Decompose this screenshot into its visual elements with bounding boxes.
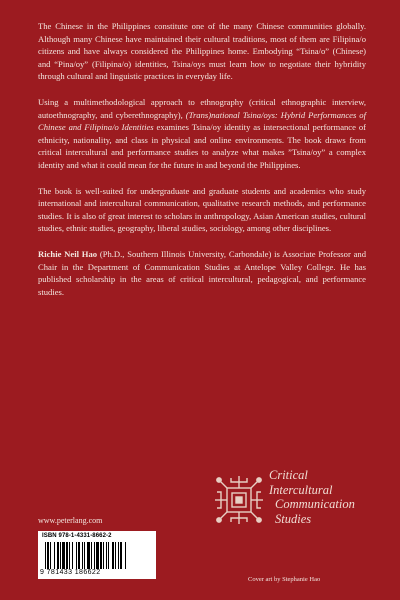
isbn-barcode-box <box>38 531 156 579</box>
author-bio <box>38 248 366 298</box>
back-cover-blurb <box>38 20 366 311</box>
series-title-line-1: Critical <box>269 468 308 482</box>
blurb-paragraph-2 <box>38 96 366 172</box>
publisher-website: www.peterlang.com <box>38 516 103 525</box>
series-emblem-icon <box>211 472 267 528</box>
series-branding <box>211 468 371 548</box>
isbn-label: ISBN 978-1-4331-8662-2 <box>42 533 112 539</box>
author-name: Richie Neil Hao <box>38 248 98 259</box>
barcode-icon <box>44 542 150 569</box>
author-bio-text: (Ph.D., Southern Illinois University, Carbondale) is Associate Professor and Chair in the Department of Communication Studies at Antelope Valley College. He has published scholarship in the areas of critical intercultural, pedagogical, and performance studies. <box>38 248 366 297</box>
blurb-paragraph-3: The book is well-suited for undergraduate and graduate students and academics who study international and intercultural communication, qualitative research methods, and performance studies. It is also of great interest to scholars in anthropology, Asian American studies, cultural studies, ethnic studies, geography, liberal studies, sociology, among other disciplines. <box>38 185 366 234</box>
cover-art-credit: Cover art by Stephanie Hao <box>248 576 321 583</box>
barcode-number: 9 781433 186622 <box>40 569 101 576</box>
blurb-p2-rest: examines Tsina/oy identity as intersectional performance of ethnicity, nationality, and class in physical and online environments. The book draws from critical intercultural and performance studies to analyze what makes ”Tsina/oy” a complex identity and what it could mean for the future in and beyond the Philippines. <box>38 122 366 170</box>
series-title <box>261 468 381 526</box>
series-title-line-3: Communication <box>275 497 355 511</box>
blurb-p2-intro: Using a multimethodological approach to ethnography (critical ethnographic interview, autoethnography, and cyberethnography), <box>38 96 366 120</box>
book-title: (Trans)national Tsina/oys: Hybrid Performances of Chinese and Filipina/o Identities <box>38 109 366 133</box>
series-title-line-4: Studies <box>275 511 312 526</box>
blurb-paragraph-1: The Chinese in the Philippines constitute one of the many Chinese communities globally. Although many Chinese have maintained their cultural traditions, most of them are Filipina/o citizens and have always considered the Philippines home. Embodying “Tsina/o” (Chinese) and “Pina/oy” (Filipina/o) identities, Tsina/oys must learn how to negotiate their hybridity through cultural and linguistic practices in everyday life. <box>38 21 366 82</box>
series-title-line-2: Intercultural <box>269 482 333 497</box>
